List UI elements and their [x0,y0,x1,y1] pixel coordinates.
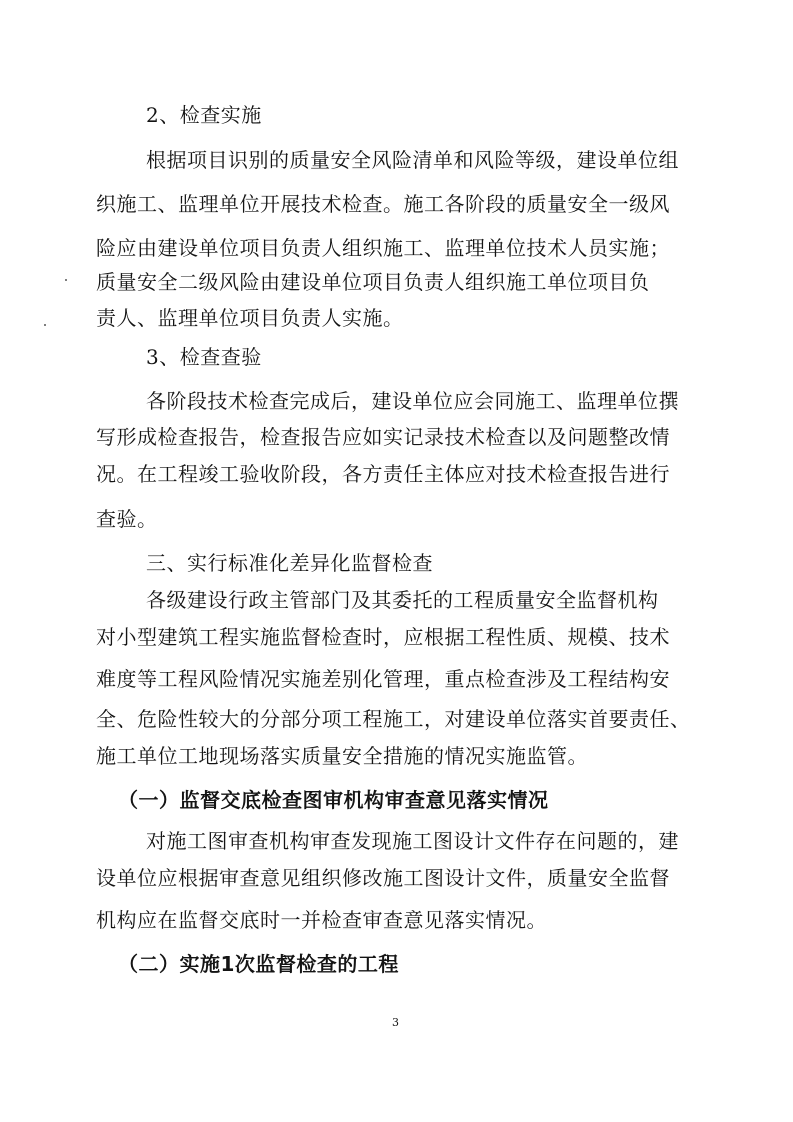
paragraph-line: 况。在工程竣工验收阶段，各方责任主体应对技术检查报告进行 [96,462,670,486]
paragraph-line: 难度等工程风险情况实施差别化管理，重点检查涉及工程结构安 [96,667,670,691]
subsection-heading: （一）监督交底检查图审机构审查意见落实情况 [118,788,549,812]
paragraph-line: 查验。 [96,507,158,531]
section-heading: 2、检查实施 [146,103,262,127]
paragraph-line: 各级建设行政主管部门及其委托的工程质量安全监督机构 [146,588,659,612]
page-number: 3 [392,1016,399,1029]
scan-speck [65,279,67,281]
paragraph-line: 质量安全二级风险由建设单位项目负责人组织施工单位项目负 [96,270,650,294]
paragraph-line: 织施工、监理单位开展技术检查。施工各阶段的质量安全一级风 [96,192,670,216]
paragraph-line: 全、危险性较大的分部分项工程施工，对建设单位落实首要责任、 [96,707,691,731]
paragraph-line: 对施工图审查机构审查发现施工图设计文件存在问题的，建 [146,829,679,853]
subsection-heading: （二）实施1次监督检查的工程 [118,952,399,976]
paragraph-line: 写形成检查报告，检查报告应如实记录技术检查以及问题整改情 [96,425,670,449]
paragraph-line: 险应由建设单位项目负责人组织施工、监理单位技术人员实施； [96,236,670,260]
section-heading: 3、检查查验 [146,345,262,369]
paragraph-line: 施工单位工地现场落实质量安全措施的情况实施监管。 [96,744,588,768]
part-heading: 三、实行标准化差异化监督检查 [146,551,433,575]
paragraph-line: 对小型建筑工程实施监督检查时，应根据工程性质、规模、技术 [96,625,670,649]
paragraph-line: 设单位应根据审查意见组织修改施工图设计文件，质量安全监督 [96,866,670,890]
paragraph-line: 机构应在监督交底时一并检查审查意见落实情况。 [96,908,547,932]
paragraph-line: 根据项目识别的质量安全风险清单和风险等级，建设单位组 [146,148,679,172]
scan-speck [44,324,46,326]
paragraph-line: 各阶段技术检查完成后，建设单位应会同施工、监理单位撰 [146,389,679,413]
paragraph-line: 责人、监理单位项目负责人实施。 [96,306,404,330]
